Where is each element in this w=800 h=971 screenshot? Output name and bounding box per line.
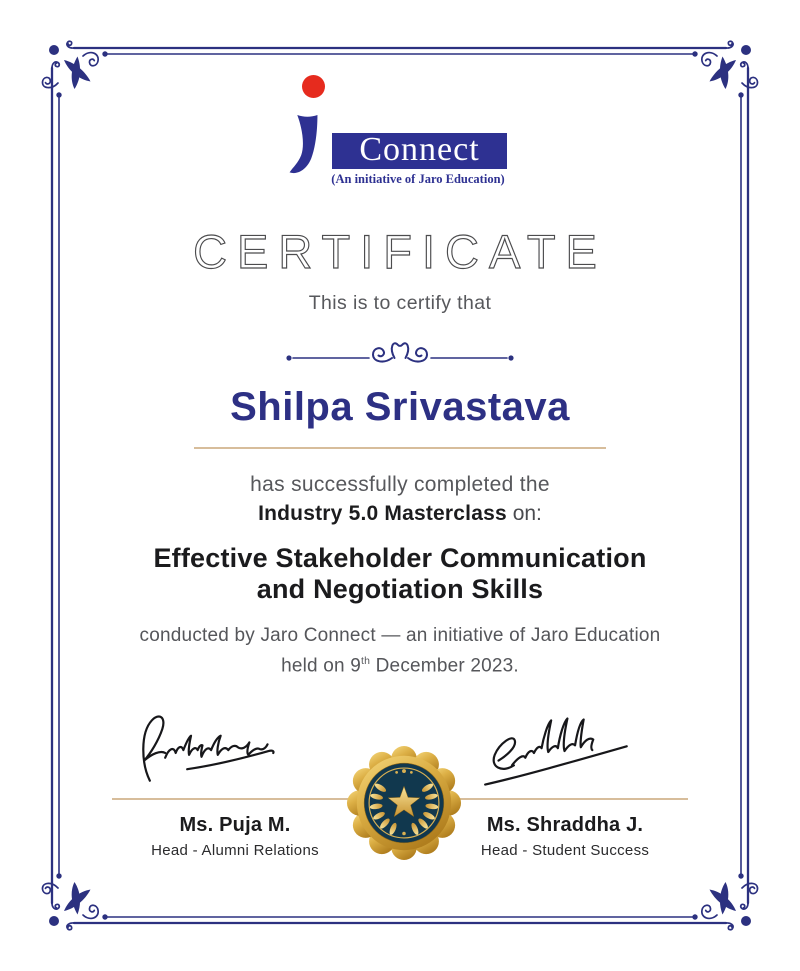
conducted-line2 xyxy=(140,649,661,679)
completion-line2 xyxy=(258,500,542,527)
ornamental-divider-icon xyxy=(285,337,515,371)
signatory-right-name: Ms. Shraddha J. xyxy=(486,814,644,836)
conducted-text xyxy=(140,623,661,679)
certificate-title xyxy=(100,224,700,280)
logo-j-mark-icon xyxy=(288,108,319,184)
completion-line1: has successfully completed the xyxy=(250,473,550,496)
date-ordinal: th xyxy=(361,656,371,667)
logo-brand-text: Connect xyxy=(359,131,480,168)
certificate-title-text: CERTIFICATE xyxy=(193,225,607,278)
course-title xyxy=(153,543,646,605)
gold-seal-badge-icon xyxy=(345,744,463,862)
jaro-connect-logo xyxy=(288,66,512,188)
program-name: Industry 5.0 Masterclass xyxy=(258,502,507,525)
signature-puja-icon xyxy=(130,708,340,796)
recipient-name: Shilpa Srivastava xyxy=(230,385,570,429)
name-underline xyxy=(194,447,606,449)
signature-shraddha-icon xyxy=(468,708,663,796)
program-suffix: on: xyxy=(506,502,542,525)
held-on-date: held on 9 xyxy=(281,655,362,677)
logo-connect-box xyxy=(332,133,507,169)
held-on-date-rest: December 2023. xyxy=(370,655,519,677)
signatory-right-title: Head - Student Success xyxy=(480,842,650,859)
logo-red-dot-icon xyxy=(302,75,325,98)
course-title-line1: Effective Stakeholder Communication xyxy=(153,543,647,573)
signatory-right xyxy=(435,708,695,859)
signatory-left-title: Head - Alumni Relations xyxy=(151,842,319,859)
signature-section xyxy=(60,698,740,878)
signatory-left xyxy=(110,708,360,859)
conducted-line1: conducted by Jaro Connect — an initiative of Jaro Education xyxy=(139,625,661,646)
signatory-left-name: Ms. Puja M. xyxy=(179,814,291,836)
intro-text: This is to certify that xyxy=(308,292,492,314)
logo-tagline: (An initiative of Jaro Education) xyxy=(331,172,505,186)
course-title-line2: and Negotiation Skills xyxy=(256,574,544,604)
